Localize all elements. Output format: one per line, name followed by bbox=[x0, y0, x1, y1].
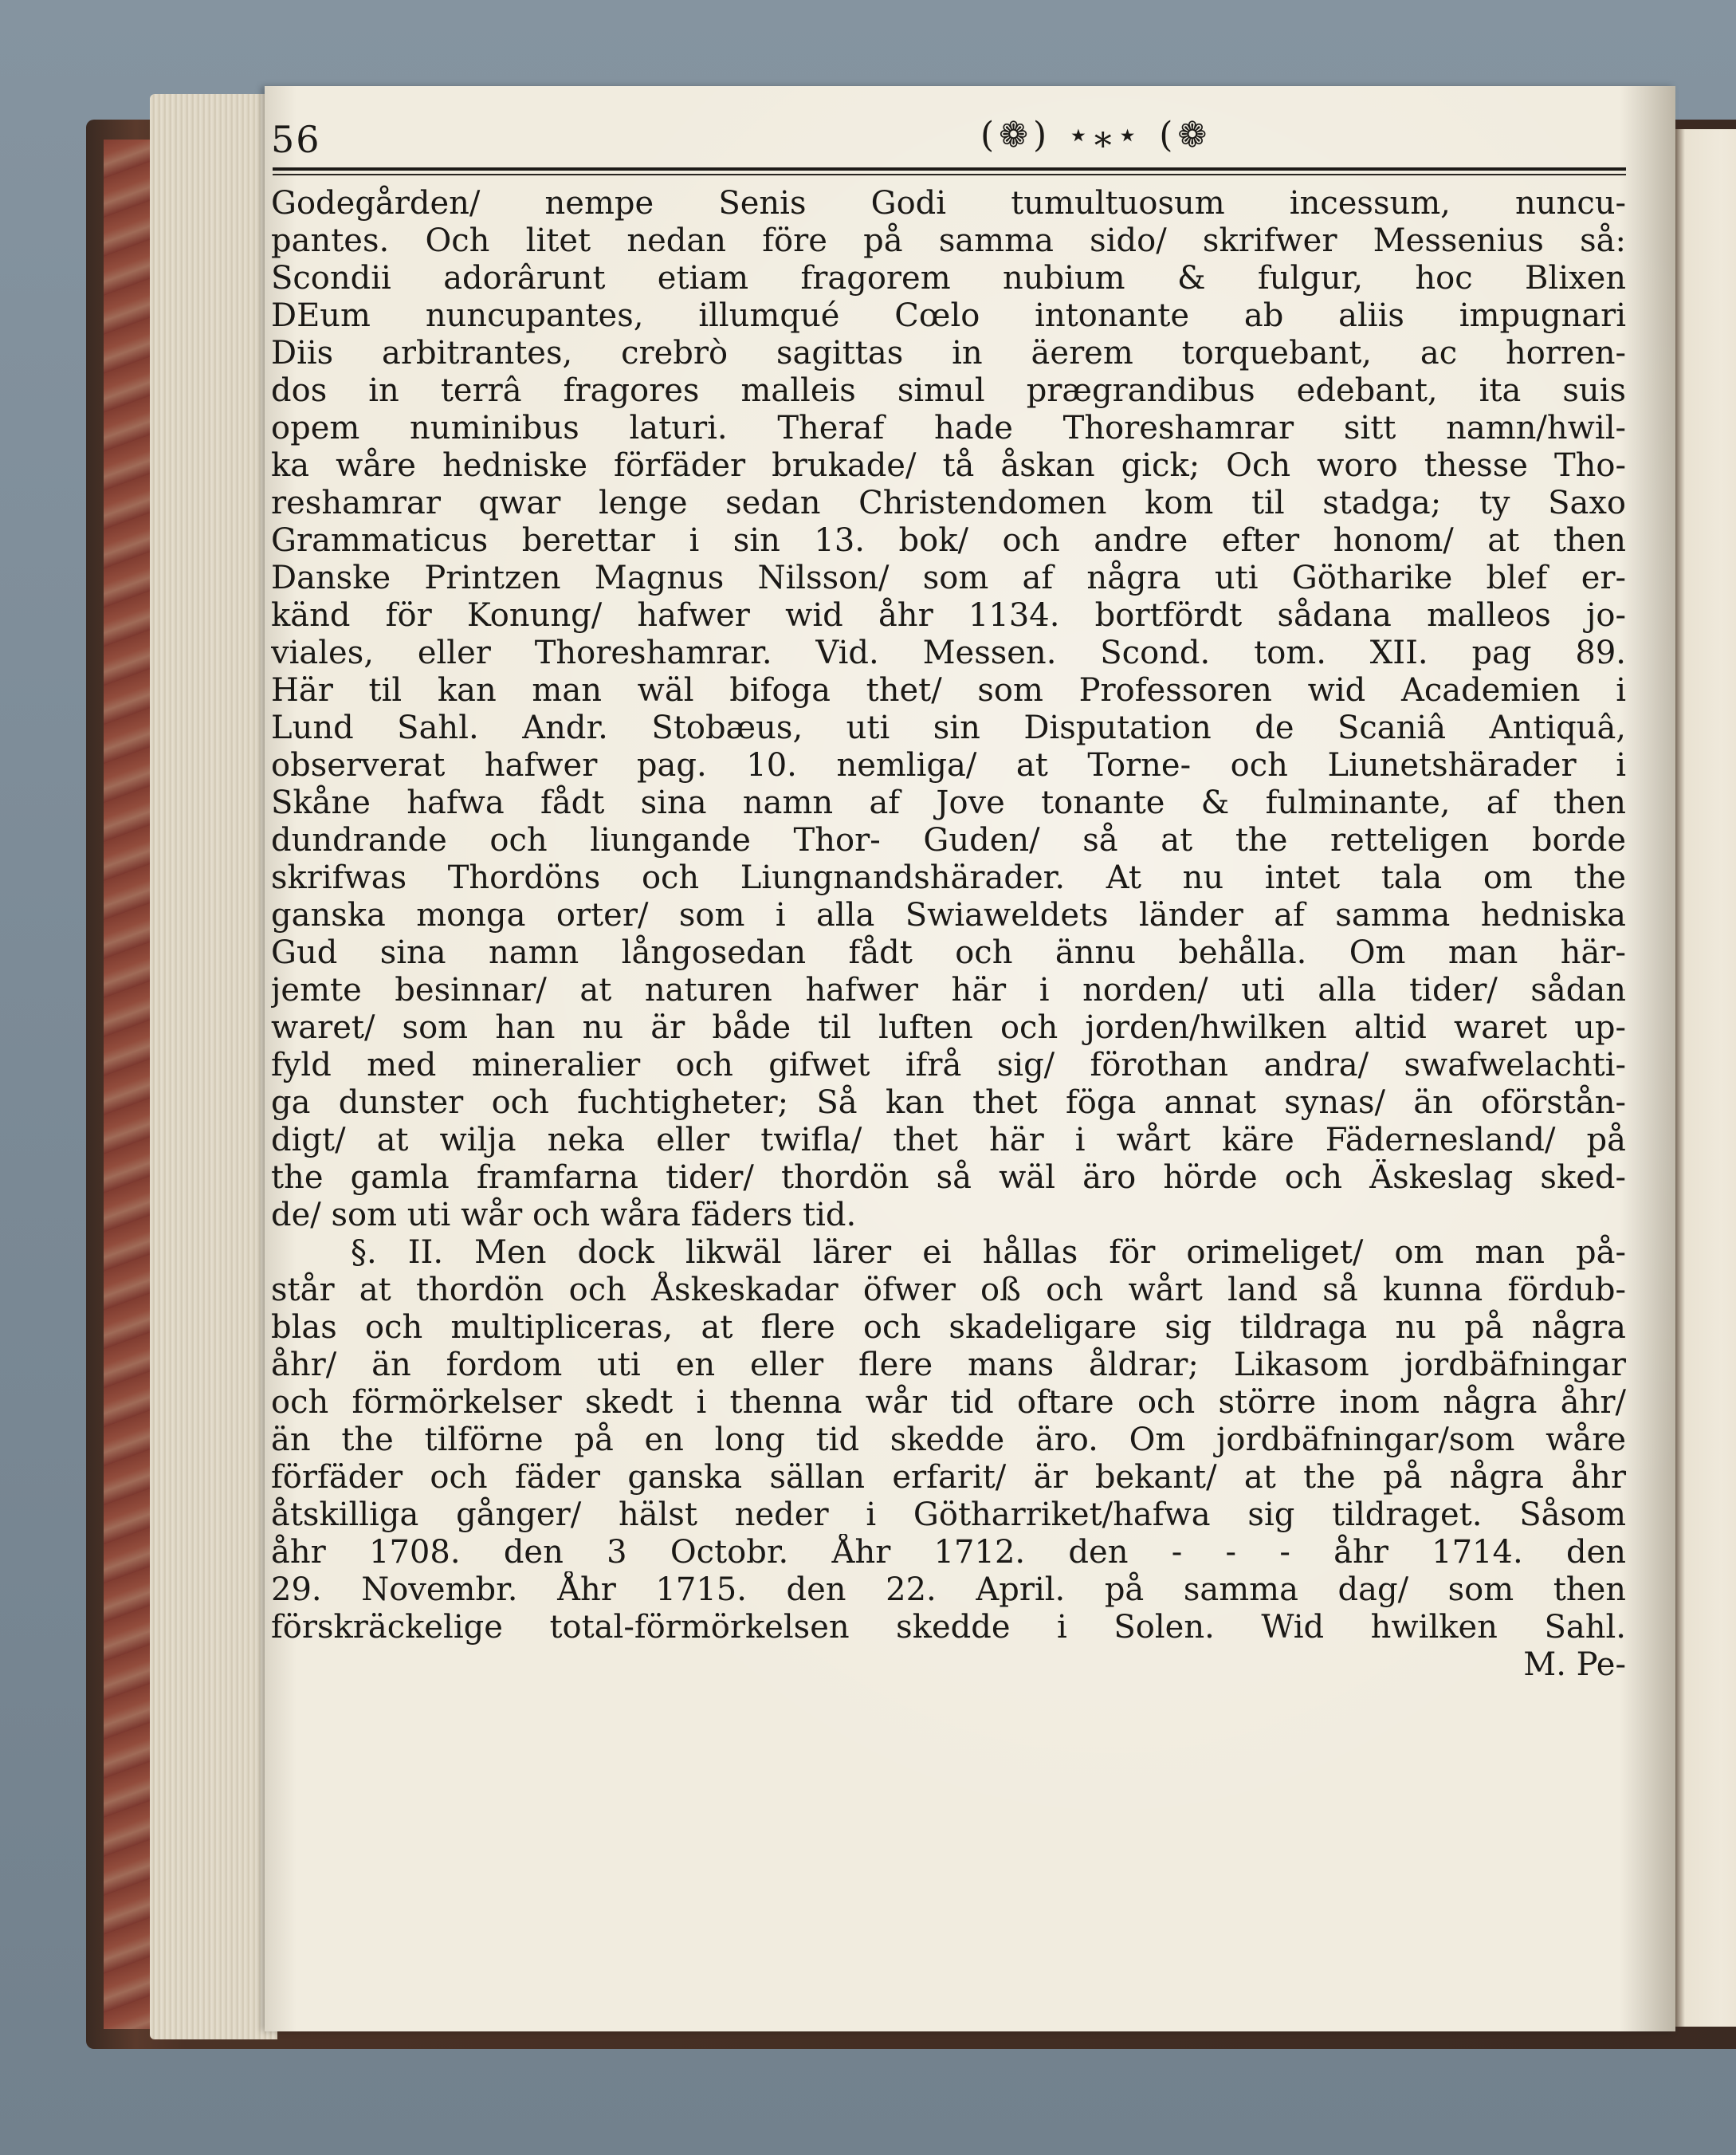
text-line: Godegården/ nempe Senis Godi tumultuosum incessum, nuncu- bbox=[271, 185, 1626, 222]
text-line: blas och multipliceras, at flere och skadeligare sig tildraga nu på några bbox=[271, 1309, 1626, 1346]
text-line: viales, eller Thoreshamrar. Vid. Messen. Scond. tom. XII. pag 89. bbox=[271, 635, 1626, 671]
text-line: DEum nuncupantes, illumqué Cœlo intonante ab aliis impugnari bbox=[271, 297, 1626, 334]
header-rule-thin bbox=[273, 174, 1626, 175]
text-line: fyld med mineralier och gifwet ifrå sig/ förothan andra/ swafwelachti- bbox=[271, 1047, 1626, 1083]
text-line: observerat hafwer pag. 10. nemliga/ at Torne- och Liunetshärader i bbox=[271, 747, 1626, 784]
text-line: Lund Sahl. Andr. Stobæus, uti sin Disputation de Scaniâ Antiquâ, bbox=[271, 710, 1626, 746]
text-line: än the tilförne på en long tid skedde äro. Om jordbäfningar/som wåre bbox=[271, 1422, 1626, 1458]
text-line: Grammaticus berettar i sin 13. bok/ och andre efter honom/ at then bbox=[271, 522, 1626, 559]
text-line: ga dunster och fuchtigheter; Så kan thet föga annat synas/ än oförstån- bbox=[271, 1084, 1626, 1121]
text-line: förfäder och fäder ganska sällan erfarit/ är bekant/ at the på några åhr bbox=[271, 1459, 1626, 1496]
text-line: ganska monga orter/ som i alla Swiaweldets länder af samma hedniska bbox=[271, 897, 1626, 934]
text-line: dos in terrâ fragores malleis simul prægrandibus edebant, ita suis bbox=[271, 372, 1626, 409]
page-header bbox=[271, 115, 1626, 166]
text-line: står at thordön och Åskeskadar öfwer oß och wårt land så kunna fördub- bbox=[271, 1272, 1626, 1308]
text-line: waret/ som han nu är både til luften och jorden/hwilken altid waret up- bbox=[271, 1009, 1626, 1046]
text-line: Här til kan man wäl bifoga thet/ som Professoren wid Academien i bbox=[271, 672, 1626, 709]
body-text bbox=[271, 185, 1626, 1684]
text-line: och förmörkelser skedt i thenna wår tid oftare och större inom några åhr/ bbox=[271, 1384, 1626, 1421]
text-line: Diis arbitrantes, crebrò sagittas in äerem torquebant, ac horren- bbox=[271, 335, 1626, 372]
header-ornament: (❁) ⋆⁎⋆ (❁ bbox=[980, 115, 1212, 155]
text-line: Scondii adorârunt etiam fragorem nubium & fulgur, hoc Blixen bbox=[271, 260, 1626, 297]
paragraph-start-line: §. II. Men dock likwäl lärer ei hållas för orimeliget/ om man på- bbox=[351, 1234, 1626, 1271]
page-stack bbox=[150, 94, 277, 2039]
text-line: förskräckelige total-förmörkelsen skedde i Solen. Wid hwilken Sahl. bbox=[271, 1609, 1626, 1646]
text-line: dundrande och liungande Thor- Guden/ så at the retteligen borde bbox=[271, 822, 1626, 859]
text-line: the gamla framfarna tider/ thordön så wäl äro hörde och Äskeslag sked- bbox=[271, 1159, 1626, 1196]
text-line: åtskilliga gånger/ hälst neder i Götharriket/hafwa sig tildraget. Såsom bbox=[271, 1496, 1626, 1533]
text-line: pantes. Och litet nedan före på samma sido/ skrifwer Messenius så: bbox=[271, 222, 1626, 259]
text-line: jemte besinnar/ at naturen hafwer här i norden/ uti alla tider/ sådan bbox=[271, 972, 1626, 1009]
text-line: känd för Konung/ hafwer wid åhr 1134. bortfördt sådana malleos jo- bbox=[271, 597, 1626, 634]
text-line: digt/ at wilja neka eller twifla/ thet här i wårt käre Fädernesland/ på bbox=[271, 1122, 1626, 1158]
header-rule bbox=[273, 167, 1626, 171]
text-line: åhr 1708. den 3 Octobr. Åhr 1712. den - - - åhr 1714. den bbox=[271, 1534, 1626, 1571]
text-line: skrifwas Thordöns och Liungnandshärader. At nu intet tala om the bbox=[271, 859, 1626, 896]
text-line: ka wåre hedniske förfäder brukade/ tå åskan gick; Och woro thesse Tho- bbox=[271, 447, 1626, 484]
text-line: åhr/ än fordom uti en eller flere mans åldrar; Likasom jordbäfningar bbox=[271, 1347, 1626, 1383]
text-line: Gud sina namn långosedan fådt och ännu behålla. Om man här- bbox=[271, 934, 1626, 971]
text-line: opem numinibus laturi. Theraf hade Thoreshamrar sitt namn/hwil- bbox=[271, 410, 1626, 446]
text-line: reshamrar qwar lenge sedan Christendomen kom til stadga; ty Saxo bbox=[271, 485, 1626, 521]
facing-page-edge bbox=[1674, 129, 1736, 2027]
text-line: Skåne hafwa fådt sina namn af Jove tonante & fulminante, af then bbox=[271, 785, 1626, 821]
page-number: 56 bbox=[271, 118, 321, 161]
text-line: de/ som uti wår och wåra fäders tid. bbox=[271, 1197, 857, 1233]
marbled-edge bbox=[104, 140, 151, 2029]
catchword: M. Pe- bbox=[1523, 1646, 1626, 1683]
text-line: 29. Novembr. Åhr 1715. den 22. April. på samma dag/ som then bbox=[271, 1571, 1626, 1608]
text-line: Danske Printzen Magnus Nilsson/ som af några uti Götharike blef er- bbox=[271, 560, 1626, 596]
